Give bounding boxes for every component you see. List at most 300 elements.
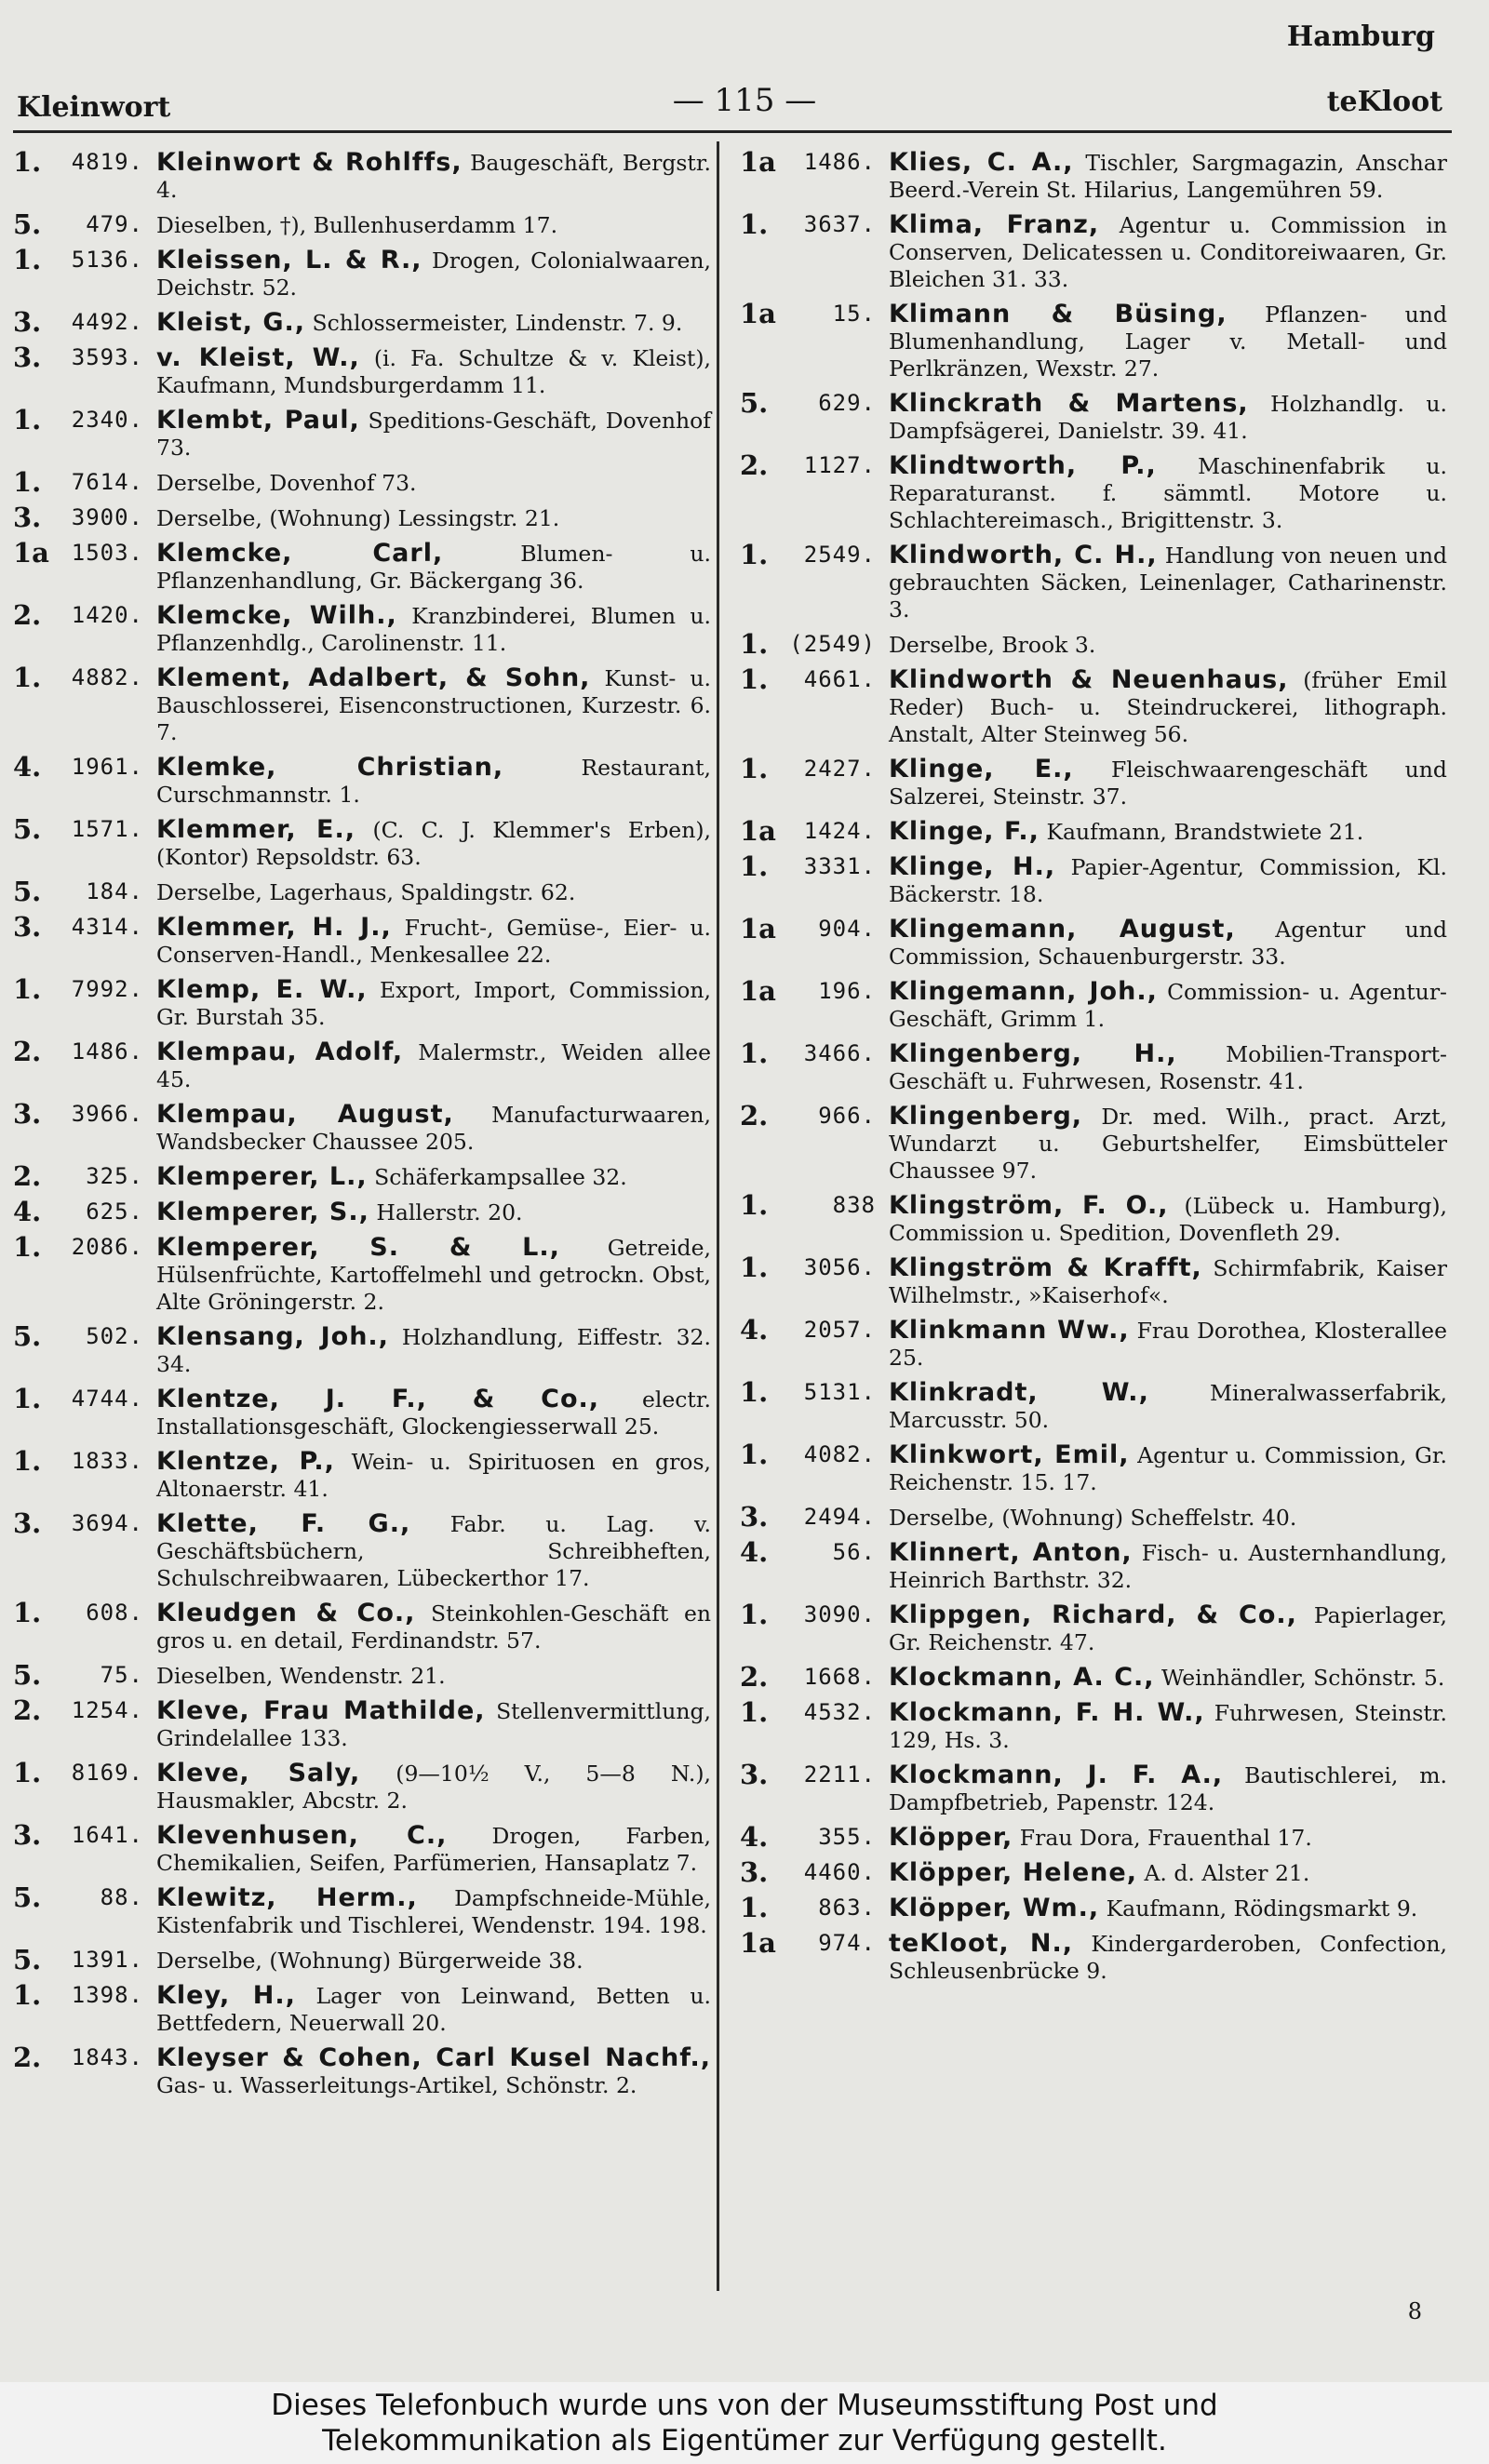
ownership-notice [0,2382,1489,2464]
directory-entry [740,298,1447,382]
exchange-class: 3. [13,1819,42,1851]
subscriber-name: teKloot, N., [889,1929,1074,1958]
entry-text [156,1884,711,1939]
header-first-entry: Kleinwort [17,91,171,124]
exchange-class: 5. [13,1881,42,1913]
subscriber-name: Klentze, P., [156,1447,335,1476]
subscriber-details: Derselbe, (Wohnung) Lessingstr. 21. [156,505,560,531]
directory-entry [13,599,711,657]
exchange-class: 2. [13,1160,42,1192]
subscriber-name: Kleudgen & Co., [156,1599,416,1627]
header-last-entry: teKloot [1326,86,1442,118]
entry-text [156,602,711,657]
phone-number: 2086. [71,1234,143,1260]
entry-text [156,914,711,969]
phone-number: 4082. [803,1441,876,1467]
subscriber-details: A. d. Alster 21. [1144,1860,1310,1886]
phone-number: 629. [818,390,876,416]
subscriber-name: Klingenberg, H., [889,1039,1177,1068]
directory-entry [13,1231,711,1316]
phone-number: 3900. [71,504,143,530]
subscriber-details: Manufacturwaaren, Wandsbecker Chaussee 205. [156,1102,711,1155]
directory-entry [13,2044,711,2099]
exchange-class: 3. [13,341,42,373]
right-column [740,146,1448,1992]
subscriber-name: Klinge, E., [889,755,1074,783]
exchange-class: 1. [740,1696,769,1728]
phone-number: 2057. [803,1317,876,1343]
exchange-class: 1a [740,975,776,1007]
entry-text [889,211,1447,293]
directory-entry [13,1979,711,2037]
phone-number: 4532. [803,1699,876,1725]
subscriber-details: Schlossermeister, Lindenstr. 7. 9. [312,310,683,336]
entry-text [156,878,711,906]
phone-number: 3637. [803,211,876,237]
subscriber-details: Kaufmann, Brandstwiete 21. [1046,819,1364,845]
directory-entry [13,973,711,1031]
phone-number: 502. [86,1323,143,1349]
subscriber-details: Schäferkampsallee 32. [374,1164,627,1190]
subscriber-name: Klevenhusen, C., [156,1821,448,1850]
directory-entry [740,975,1447,1033]
exchange-class: 3. [13,1098,42,1130]
directory-entry [740,208,1448,293]
subscriber-details: Commission- u. Agentur-Geschäft, Grimm 1. [889,979,1447,1032]
subscriber-name: Klingström, F. O., [889,1191,1169,1220]
directory-entry [740,913,1447,971]
page-number: — 115 — [672,82,817,119]
subscriber-name: Klockmann, J. F. A., [889,1761,1224,1789]
entry-text [889,1504,1447,1532]
subscriber-name: Klingemann, Joh., [889,977,1158,1006]
phone-number: 88. [100,1884,143,1910]
directory-entry [740,1661,1447,1693]
exchange-class: 2. [740,449,769,481]
phone-number: 4460. [803,1859,876,1885]
phone-number: 863. [818,1895,876,1921]
entry-text [156,1234,711,1316]
exchange-class: 1. [740,1439,769,1470]
entry-text [889,1895,1447,1922]
exchange-class: 1a [740,913,776,944]
exchange-class: 1. [13,1383,42,1414]
directory-entry [13,1445,711,1503]
phone-number: 1127. [803,452,876,478]
directory-entry [740,1441,1447,1496]
exchange-class: 1. [13,1757,42,1788]
subscriber-name: Klemmer, H. J., [156,913,392,942]
subscriber-details: Bautischlerei, m. Dampfbetrieb, Papenstr. 124. [889,1762,1447,1815]
entry-text [156,1760,711,1815]
subscriber-details: Restaurant, Curschmannstr. 1. [156,755,711,808]
entry-text [156,1822,711,1877]
subscriber-details: (früher Emil Reder) Buch- u. Steindruckerei, lithograph. Anstalt, Alter Steinweg 56. [889,667,1448,747]
subscriber-details: Weinhändler, Schönstr. 5. [1161,1665,1445,1691]
exchange-class: 1. [13,466,42,498]
exchange-class: 1a [13,537,49,569]
subscriber-details: Pflanzen- und Blumenhandlung, Lager v. Metall- und Perlkränzen, Wexstr. 27. [889,301,1447,382]
directory-entry [13,466,711,498]
directory-entry [740,387,1447,445]
subscriber-details: Malermstr., Weiden allee 45. [156,1039,711,1092]
phone-number: 625. [86,1199,143,1225]
subscriber-details: Kranzbinderei, Blumen u. Pflanzenhdlg., Carolinenstr. 11. [156,603,711,656]
phone-number: 3966. [71,1101,143,1127]
directory-entry [740,1501,1447,1533]
subscriber-details: Agentur u. Commission in Conserven, Delicatessen u. Conditoreiwaaren, Gr. Bleichen 31. 33. [889,212,1448,292]
phone-number: 56. [832,1539,876,1565]
entry-text [156,754,711,809]
subscriber-name: Klemperer, L., [156,1162,368,1191]
entry-text [156,1662,711,1690]
exchange-class: 1. [740,628,769,660]
directory-entry [13,1944,711,1975]
subscriber-details: Mobilien-Transport-Geschäft u. Fuhrwesen, Rosenstr. 41. [889,1041,1447,1094]
directory-entry [13,1160,711,1192]
subscriber-details: Dieselben, †), Bullenhuserdamm 17. [156,212,558,238]
directory-entry [13,341,711,399]
subscriber-name: Klies, C. A., [889,148,1074,177]
subscriber-name: Klinge, H., [889,852,1056,881]
entry-text [156,407,711,462]
directory-entry [13,1320,711,1378]
phone-number: 184. [86,878,143,904]
exchange-class: 3. [13,1507,42,1539]
subscriber-name: Klinkwort, Emil, [889,1440,1130,1469]
subscriber-details: Derselbe, Dovenhof 73. [156,470,417,496]
subscriber-details: Holzhandlg. u. Dampfsägerei, Danielstr. 39. 41. [889,391,1447,444]
phone-number: 4492. [71,309,143,335]
phone-number: 1833. [71,1448,143,1474]
entry-text [156,1448,711,1503]
phone-number: 4314. [71,914,143,940]
phone-number: 355. [818,1824,876,1850]
subscriber-name: Kleve, Frau Mathilde, [156,1696,486,1725]
subscriber-name: Klempau, August, [156,1100,454,1129]
subscriber-name: Kleyser & Cohen, Carl Kusel Nachf., [156,2043,711,2072]
exchange-class: 1. [740,753,769,784]
subscriber-name: Klemcke, Wilh., [156,601,397,630]
subscriber-details: Papier-Agentur, Commission, Kl. Bäckerstr. 18. [889,854,1448,907]
phone-number: 3466. [803,1040,876,1066]
exchange-class: 5. [13,813,42,845]
entry-text [156,816,711,871]
phone-number: 1961. [71,754,143,780]
entry-text [889,1824,1447,1852]
notice-line-2: Telekommunikation als Eigentümer zur Verfügung gestellt. [322,2424,1167,2457]
entry-text [156,504,711,532]
exchange-class: 4. [740,1536,769,1568]
subscriber-details: Steinkohlen-Geschäft en gros u. en detail, Ferdinandstr. 57. [156,1600,711,1654]
subscriber-details: electr. Installationsgeschäft, Glockengiesserwall 25. [156,1386,711,1440]
entry-text [889,666,1447,748]
subscriber-name: Klemcke, Carl, [156,539,444,568]
phone-number: 2549. [803,542,876,568]
directory-entry [13,751,711,809]
exchange-class: 1a [740,298,776,329]
exchange-class: 3. [740,1759,769,1790]
subscriber-details: Drogen, Colonialwaaren, Deichstr. 52. [156,248,711,301]
exchange-class: 1. [740,1252,769,1283]
exchange-class: 1. [740,1376,769,1408]
phone-number: 3694. [71,1510,143,1536]
exchange-class: 2. [13,2042,42,2073]
entry-text [889,1761,1447,1816]
entry-text [156,1982,711,2037]
directory-entry [740,1856,1447,1888]
subscriber-name: Klemke, Christian, [156,753,504,782]
entry-text [156,149,711,204]
entry-text [156,1697,711,1752]
subscriber-details: Kaufmann, Rödingsmarkt 9. [1106,1895,1418,1922]
directory-entry [740,1040,1447,1095]
phone-number: 3331. [803,853,876,879]
entry-text [156,1947,711,1975]
entry-text [156,211,711,239]
entry-text [889,1539,1447,1594]
entry-text [156,1199,711,1226]
directory-entry [740,850,1448,908]
entry-text [156,1323,711,1378]
subscriber-details: (Lübeck u. Hamburg), Commission u. Spedition, Dovenfleth 29. [889,1193,1448,1246]
phone-number: 4882. [71,664,143,690]
exchange-class: 1. [740,1038,769,1069]
directory-entry [13,1694,711,1752]
phone-number: 5131. [803,1379,876,1405]
exchange-class: 1. [13,662,42,693]
phone-number: 4744. [71,1386,143,1412]
exchange-class: 3. [13,306,42,338]
exchange-class: 5. [13,1659,42,1691]
exchange-class: 1. [13,973,42,1005]
subscriber-details: Fuhrwesen, Steinstr. 129, Hs. 3. [889,1700,1447,1753]
phone-number: 3056. [803,1254,876,1280]
subscriber-details: Fisch- u. Austernhandlung, Heinrich Barthstr. 32. [889,1540,1447,1593]
entry-text [156,664,711,746]
subscriber-name: Klockmann, A. C., [889,1663,1155,1692]
exchange-class: 5. [13,208,42,240]
entry-text [156,1600,711,1654]
phone-number: 4661. [803,666,876,692]
entry-text [156,1163,711,1191]
subscriber-details: Drogen, Farben, Chemikalien, Seifen, Parfümerien, Hansaplatz 7. [156,1823,711,1876]
subscriber-name: Klippgen, Richard, & Co., [889,1600,1297,1629]
subscriber-name: Klemperer, S., [156,1198,369,1226]
subscriber-name: Kleist, G., [156,308,306,337]
directory-entry [13,911,711,969]
entry-text [889,818,1447,846]
exchange-class: 4. [740,1821,769,1853]
phone-number: 1843. [71,2044,143,2070]
exchange-class: 5. [13,1944,42,1975]
subscriber-name: Klima, Franz, [889,210,1100,239]
exchange-class: 1. [13,404,42,435]
directory-entry [740,1601,1447,1656]
subscriber-details: Gas- u. Wasserleitungs-Artikel, Schönstr. 2. [156,2072,637,2098]
directory-entry [13,1659,711,1691]
subscriber-name: Klentze, J. F., & Co., [156,1385,600,1413]
subscriber-details: Wein- u. Spirituosen en gros, Altonaerstr. 41. [156,1449,711,1502]
subscriber-details: Speditions-Geschäft, Dovenhof 73. [156,408,711,461]
directory-entry [740,1761,1447,1816]
phone-number: 479. [86,211,143,237]
directory-entry [13,244,711,301]
directory-entry [740,1696,1447,1754]
directory-entry [740,1376,1447,1434]
entry-text [156,1038,711,1093]
phone-number: 196. [818,978,876,1004]
phone-number: 75. [100,1662,143,1688]
directory-entry [13,1597,711,1654]
subscriber-name: Klemp, E. W., [156,975,368,1004]
subscriber-details: Agentur u. Commission, Gr. Reichenstr. 15. 17. [889,1442,1447,1495]
exchange-class: 5. [13,876,42,907]
entry-text [889,631,1447,659]
subscriber-details: Getreide, Hülsenfrüchte, Kartoffelmehl und getrockn. Obst, Alte Gröningerstr. 2. [156,1235,711,1315]
subscriber-details: Dr. med. Wilh., pract. Arzt, Wundarzt u. Geburtshelfer, Eimsbütteler Chaussee 97. [889,1104,1447,1184]
exchange-class: 1. [740,663,769,695]
subscriber-name: Klinckrath & Martens, [889,389,1249,418]
directory-entry [740,1821,1447,1853]
exchange-class: 2. [740,1661,769,1693]
subscriber-details: Mineralwasserfabrik, Marcusstr. 50. [889,1380,1447,1433]
directory-entry [13,146,711,204]
directory-entry [13,306,711,338]
footer-mark: 8 [1407,2298,1422,2324]
entry-text [889,1930,1447,1985]
exchange-class: 1a [740,815,776,847]
entry-text [889,1192,1447,1247]
directory-entry [740,1314,1447,1372]
subscriber-name: Klempau, Adolf, [156,1038,404,1066]
subscriber-details: Dieselben, Wendenstr. 21. [156,1663,446,1689]
entry-text [889,452,1447,534]
entry-text [889,542,1447,623]
subscriber-name: Klembt, Paul, [156,406,360,435]
directory-entry [740,1927,1447,1985]
subscriber-name: Klindworth & Neuenhaus, [889,665,1289,694]
subscriber-details: Stellenvermittlung, Grindelallee 133. [156,1698,711,1751]
left-column [13,146,711,2107]
phone-number: 608. [86,1600,143,1626]
subscriber-name: v. Kleist, W., [156,343,360,372]
phone-number: 5136. [71,247,143,273]
exchange-class: 1. [740,208,769,240]
subscriber-details: Lager von Leinwand, Betten u. Bettfedern, Neuerwall 20. [156,1983,711,2036]
subscriber-details: Kindergarderoben, Confection, Schleusenbrücke 9. [889,1931,1447,1984]
subscriber-name: Klindtworth, P., [889,451,1157,480]
phone-number: 2211. [803,1761,876,1788]
directory-entry [13,813,711,871]
exchange-class: 1. [740,1892,769,1923]
entry-text [889,1379,1447,1434]
entry-text [156,247,711,301]
phone-number: 1254. [71,1697,143,1723]
entry-text [156,540,711,595]
phone-number: 15. [832,301,876,327]
entry-text [156,344,711,399]
subscriber-details: Papierlager, Gr. Reichenstr. 47. [889,1602,1447,1655]
exchange-class: 3. [740,1501,769,1533]
subscriber-name: Klöpper, [889,1823,1013,1852]
directory-entry [13,1098,711,1156]
exchange-class: 2. [13,1694,42,1726]
exchange-class: 1a [740,146,776,178]
entry-text [889,978,1447,1033]
phone-number: 1391. [71,1947,143,1973]
subscriber-name: Klewitz, Herm., [156,1883,418,1912]
directory-entry [13,1507,711,1592]
directory-entry [13,1196,711,1227]
subscriber-details: Derselbe, Lagerhaus, Spaldingstr. 62. [156,879,576,905]
subscriber-name: Klensang, Joh., [156,1322,389,1351]
exchange-class: 1. [13,1445,42,1477]
phone-number: 3090. [803,1601,876,1627]
exchange-class: 3. [13,502,42,533]
directory-entry [740,1254,1447,1309]
subscriber-name: Klockmann, F. H. W., [889,1698,1205,1727]
subscriber-name: Klingström & Krafft, [889,1253,1202,1282]
entry-text [156,1386,711,1440]
phone-number: 1668. [803,1664,876,1690]
subscriber-name: Klinge, F., [889,817,1040,846]
entry-text [889,1859,1447,1887]
subscriber-details: Kunst- u. Bauschlosserei, Eisenconstructionen, Kurzestr. 6. 7. [156,665,711,745]
directory-entry [740,815,1447,847]
exchange-class: 3. [740,1856,769,1888]
phone-number: 325. [86,1163,143,1189]
directory-entry [740,146,1447,204]
entry-text [156,1510,711,1592]
subscriber-name: Klemperer, S. & L., [156,1233,560,1262]
notice-line-1: Dieses Telefonbuch wurde uns von der Museumsstiftung Post und [271,2389,1218,2422]
phone-number: 1398. [71,1982,143,2008]
entry-text [889,1441,1447,1496]
exchange-class: 1. [13,1979,42,2011]
directory-entry [740,449,1447,534]
subscriber-name: Klindworth, C. H., [889,541,1158,569]
exchange-class: 1. [13,244,42,275]
subscriber-details: (i. Fa. Schultze & v. Kleist), Kaufmann, Mundsburgerdamm 11. [156,345,711,398]
phone-number: 966. [818,1103,876,1129]
entry-text [889,301,1447,382]
phone-number: 2427. [803,756,876,782]
subscriber-details: Holzhandlung, Eiffestr. 32. 34. [156,1324,711,1377]
phone-number: 838 [832,1192,876,1218]
directory-entry [13,1881,711,1939]
entry-text [156,1101,711,1156]
subscriber-name: Kleinwort & Rohlffs, [156,148,463,177]
subscriber-name: Klinnert, Anton, [889,1538,1133,1567]
exchange-class: 4. [13,751,42,783]
exchange-class: 1. [13,1597,42,1628]
subscriber-name: Klöpper, Wm., [889,1894,1100,1922]
directory-entry [13,537,711,595]
phone-number: 974. [818,1930,876,1956]
subscriber-name: Klinkradt, W., [889,1378,1149,1407]
header-rule [13,130,1452,133]
header-city: Hamburg [1286,20,1435,53]
phone-number: 904. [818,916,876,942]
directory-entry [13,664,711,746]
exchange-class: 4. [13,1196,42,1227]
directory-entry [13,504,711,532]
exchange-class: 1. [740,1189,769,1221]
exchange-class: 2. [13,599,42,631]
phone-number: 2340. [71,407,143,433]
subscriber-name: Kleissen, L. & R., [156,246,423,275]
